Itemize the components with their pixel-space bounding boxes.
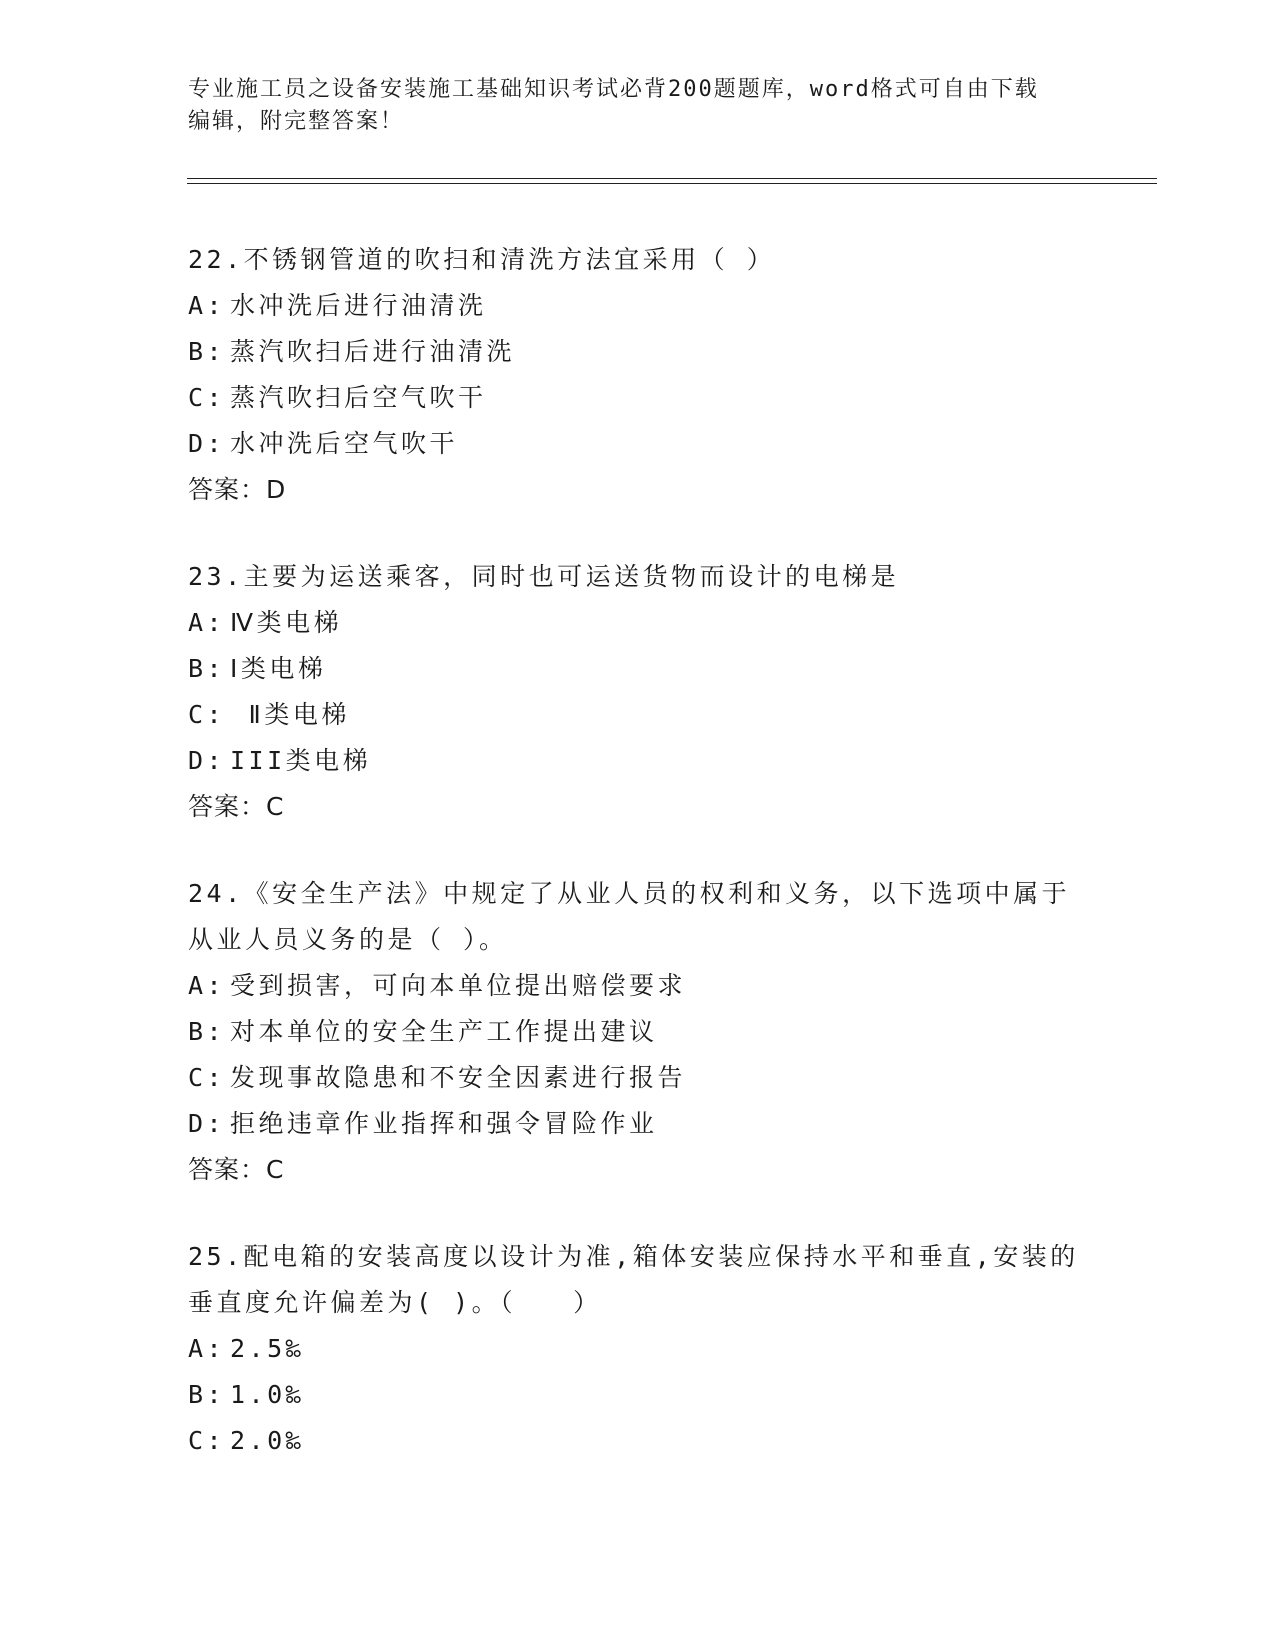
option-text: 发现事故隐患和不安全因素进行报告: [230, 1063, 687, 1092]
answer-option: [188, 1418, 1088, 1464]
answer-option: [188, 692, 1088, 738]
option-letter: B:: [188, 337, 226, 366]
header-line-2: 编辑，附完整答案！: [188, 109, 405, 134]
option-letter: C:: [188, 1063, 226, 1092]
answer-option: [188, 738, 1088, 784]
option-letter: A:: [188, 1334, 226, 1363]
question-stem: 23.主要为运送乘客，同时也可运送货物而设计的电梯是: [188, 562, 900, 591]
option-text: Ⅱ类电梯: [230, 700, 350, 729]
answer-key: 答案：C: [188, 792, 285, 821]
answer-option: [188, 421, 1088, 467]
question-block: [188, 554, 1088, 830]
option-letter: D:: [188, 1109, 226, 1138]
answer-option: [188, 646, 1088, 692]
option-text: Ⅰ类电梯: [230, 654, 327, 683]
option-letter: B:: [188, 1380, 226, 1409]
question-stem: 22.不锈钢管道的吹扫和清洗方法宜采用（ ）: [188, 245, 776, 274]
question-stem: 24.《安全生产法》中规定了从业人员的权利和义务，以下选项中属于: [188, 879, 1071, 908]
answer-option: [188, 963, 1088, 1009]
option-text: 2.0‰: [230, 1426, 305, 1455]
answer-option: [188, 1101, 1088, 1147]
option-text: 对本单位的安全生产工作提出建议: [230, 1017, 658, 1046]
answer-option: [188, 1055, 1088, 1101]
option-letter: C:: [188, 1426, 226, 1455]
answer-option: [188, 1009, 1088, 1055]
document-header: [188, 74, 1088, 138]
option-letter: D:: [188, 429, 226, 458]
option-letter: A:: [188, 971, 226, 1000]
question-stem: 25.配电箱的安装高度以设计为准,箱体安装应保持水平和垂直,安装的: [188, 1242, 1079, 1271]
question-stem: 从业人员义务的是（ ）。: [188, 925, 508, 954]
option-letter: A:: [188, 608, 226, 637]
answer-key: 答案：D: [188, 475, 287, 504]
option-text: 受到损害，可向本单位提出赔偿要求: [230, 971, 687, 1000]
option-letter: A:: [188, 291, 226, 320]
header-line-1: 专业施工员之设备安装施工基础知识考试必背200题题库，word格式可自由下载: [188, 77, 1039, 102]
option-text: 水冲洗后进行油清洗: [230, 291, 487, 320]
answer-option: [188, 1372, 1088, 1418]
answer-option: [188, 375, 1088, 421]
option-text: 水冲洗后空气吹干: [230, 429, 459, 458]
option-text: 蒸汽吹扫后进行油清洗: [230, 337, 516, 366]
option-text: 2.5‰: [230, 1334, 305, 1363]
answer-option: [188, 329, 1088, 375]
header-divider-top: [187, 178, 1157, 179]
option-letter: D:: [188, 746, 226, 775]
question-block: [188, 1234, 1088, 1464]
answer-option: [188, 1326, 1088, 1372]
option-text: 蒸汽吹扫后空气吹干: [230, 383, 487, 412]
question-block: [188, 871, 1088, 1193]
option-text: Ⅳ类电梯: [230, 608, 343, 637]
option-text: 拒绝违章作业指挥和强令冒险作业: [230, 1109, 658, 1138]
option-text: III类电梯: [230, 746, 372, 775]
header-divider-bottom: [187, 183, 1157, 184]
answer-option: [188, 600, 1088, 646]
option-letter: B:: [188, 1017, 226, 1046]
option-letter: B:: [188, 654, 226, 683]
question-stem: 垂直度允许偏差为( )。（ ）: [188, 1288, 602, 1317]
option-letter: C:: [188, 383, 226, 412]
answer-option: [188, 283, 1088, 329]
question-block: [188, 237, 1088, 513]
option-text: 1.0‰: [230, 1380, 305, 1409]
answer-key: 答案：C: [188, 1155, 285, 1184]
question-list: [188, 237, 1088, 1505]
option-letter: C:: [188, 700, 226, 729]
